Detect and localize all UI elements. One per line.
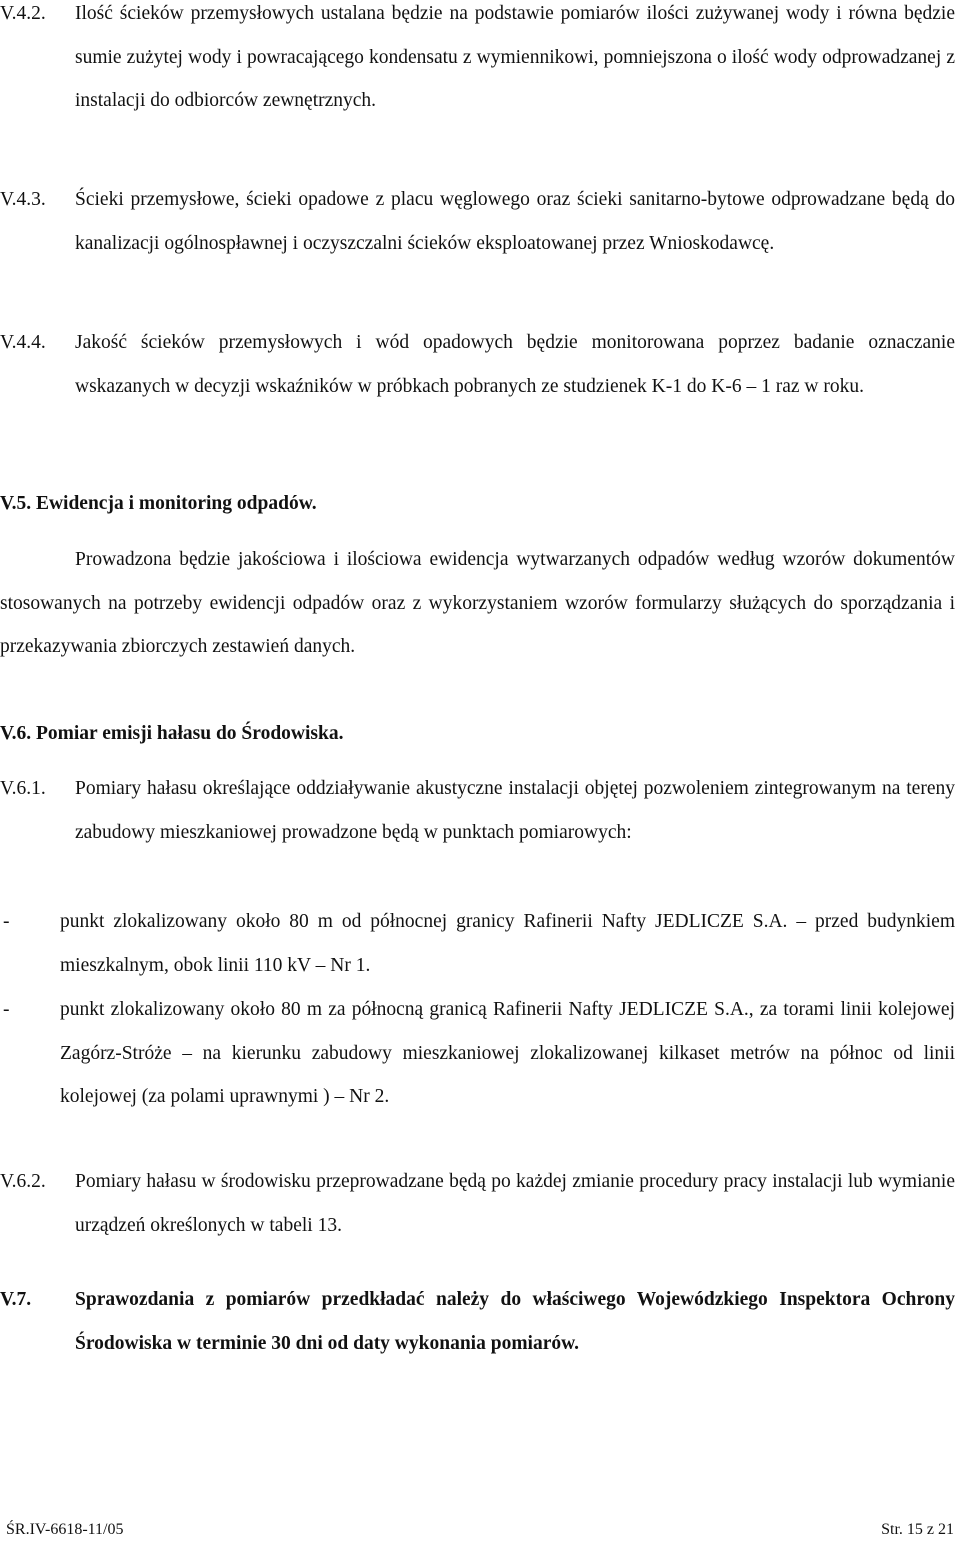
section-5-paragraph: Prowadzona będzie jakościowa i ilościowa ewidencja wytwarzanych odpadów według wzorów dokumentów stosowanych na potrzeby ewidencji odpadów oraz z wykorzystaniem wzorów formularzy służących do sporządzania i przekazywania zbiorczych zestawień danych. [0, 549, 955, 657]
section-number: V.4.4. [0, 332, 46, 353]
section-number: V.6.2. [0, 1171, 46, 1192]
section-number: V.6.1. [0, 778, 46, 799]
section-number: V.4.2. [0, 3, 46, 24]
list-dash: - [3, 999, 10, 1020]
section-text: Jakość ścieków przemysłowych i wód opadowych będzie monitorowana poprzez badanie oznaczanie wskazanych w decyzji wskaźników w próbkach pobranych ze studzienek K-1 do K-6 – 1 raz w roku. [75, 332, 955, 397]
list-item-text: punkt zlokalizowany około 80 m za północną granicą Rafinerii Nafty JEDLICZE S.A., za torami linii kolejowej Zagórz-Stróże – na kierunku zabudowy mieszkaniowej zlokalizowanej kilkaset metrów na północ od linii kolejowej (za polami uprawnymi ) – Nr 2. [60, 999, 955, 1107]
heading-section-6: V.6. Pomiar emisji hałasu do Środowiska. [0, 723, 344, 744]
section-number: V.4.3. [0, 189, 46, 210]
section-text: Ścieki przemysłowe, ścieki opadowe z placu węglowego oraz ścieki sanitarno-bytowe odprowadzane będą do kanalizacji ogólnospławnej i oczyszczalni ścieków eksploatowanej przez Wnioskodawcę. [75, 189, 955, 254]
section-text: Pomiary hałasu w środowisku przeprowadzane będą po każdej zmianie procedury pracy instalacji lub wymianie urządzeń określonych w tabeli 13. [75, 1171, 955, 1236]
list-dash: - [3, 911, 10, 932]
heading-section-5: V.5. Ewidencja i monitoring odpadów. [0, 493, 317, 514]
list-item-text: punkt zlokalizowany około 80 m od północnej granicy Rafinerii Nafty JEDLICZE S.A. – przed budynkiem mieszkalnym, obok linii 110 kV – Nr 1. [60, 911, 955, 976]
footer-page-number: Str. 15 z 21 [881, 1521, 954, 1538]
section-number: V.7. [0, 1289, 32, 1310]
footer-reference: ŚR.IV-6618-11/05 [6, 1521, 124, 1538]
section-text: Ilość ścieków przemysłowych ustalana będzie na podstawie pomiarów ilości zużywanej wody i równa będzie sumie zużytej wody i powracającego kondensatu z wymiennikowi, pomniejszona o ilość wody odprowadzanej z instalacji do odbiorców zewnętrznych. [75, 3, 955, 111]
section-text: Pomiary hałasu określające oddziaływanie akustyczne instalacji objętej pozwoleniem zintegrowanym na tereny zabudowy mieszkaniowej prowadzone będą w punktach pomiarowych: [75, 778, 955, 843]
section-text: Sprawozdania z pomiarów przedkładać należy do właściwego Wojewódzkiego Inspektora Ochrony Środowiska w terminie 30 dni od daty wykonania pomiarów. [75, 1289, 955, 1354]
